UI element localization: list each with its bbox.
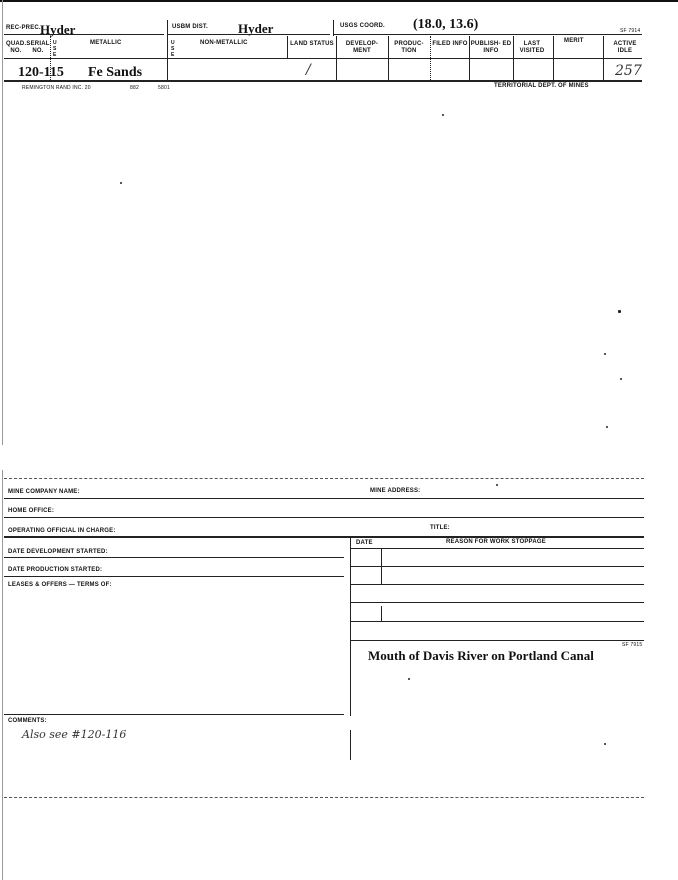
home-office-label: HOME OFFICE:: [8, 508, 55, 514]
form-code-2: SF 7915: [622, 642, 643, 648]
location-text: Mouth of Davis River on Portland Canal: [368, 648, 594, 663]
usgs-coord-label: USGS COORD.: [340, 23, 385, 29]
form-code: SF 7914: [620, 28, 641, 34]
left-line-1: [4, 557, 344, 558]
date-header-line: [350, 548, 644, 549]
rec-prec-value: Hyder: [40, 22, 76, 37]
speck: [408, 678, 410, 680]
printer-mark: REMINGTON RAND INC. 20: [22, 85, 91, 91]
div-active: [603, 36, 604, 80]
quad-serial-value: 120-115: [18, 65, 64, 80]
metallic-value: Fe Sands: [88, 65, 143, 80]
header-line-1: [4, 34, 164, 35]
col-merit: MERIT: [564, 38, 584, 44]
div-merit: [553, 36, 554, 80]
col-last-visited: LAST VISITED: [519, 41, 545, 54]
div-land: [287, 36, 288, 58]
div-filed: [430, 36, 431, 80]
speck: [604, 353, 606, 355]
speck: [606, 426, 608, 428]
land-status-mark: /: [306, 62, 311, 78]
row-line-2: [4, 517, 644, 518]
reason-line-2: [350, 584, 644, 585]
row-line-1: [4, 498, 644, 499]
speck: [120, 182, 122, 184]
lower-bottom-line: [4, 797, 644, 798]
speck: [442, 114, 444, 116]
record-bottom-line: [4, 80, 642, 82]
div-pub: [469, 36, 470, 80]
rec-prec-label: REC-PREC.: [6, 25, 41, 31]
col-land-status: LAND STATUS: [290, 41, 334, 47]
reason-label: REASON FOR WORK STOPPAGE: [446, 539, 546, 545]
middle-divider-2: [350, 730, 351, 760]
top-border: [0, 0, 678, 2]
date-production-label: DATE PRODUCTION STARTED:: [8, 567, 103, 573]
speck: [604, 743, 606, 745]
hdr-div-2: [333, 20, 334, 36]
col-published-info: PUBLISH- ED INFO: [470, 41, 512, 54]
col-filed-info: FILED INFO: [432, 41, 468, 47]
col-production: PRODUC- TION: [394, 41, 424, 54]
hdr-div-1: [167, 20, 168, 36]
col-metallic: METALLIC: [90, 40, 122, 46]
active-idle-mark: 257: [615, 63, 642, 79]
col-serial: SERIAL NO.: [26, 41, 50, 54]
usbm-dist-value: Hyder: [238, 21, 274, 36]
div-dev: [336, 36, 337, 80]
col-non-metallic: NON-METALLIC: [200, 40, 248, 46]
header-line-2: [168, 34, 330, 35]
leases-label: LEASES & OFFERS — TERMS OF:: [8, 582, 112, 588]
col-active-idle: ACTIVE IDLE: [613, 41, 637, 54]
mine-company-name-label: MINE COMPANY NAME:: [8, 489, 80, 495]
col-use-1: U S E: [53, 40, 57, 58]
div-prod: [388, 36, 389, 80]
left-edge-2: [2, 470, 3, 880]
lower-top-line: [4, 478, 644, 479]
mine-address-label: MINE ADDRESS:: [370, 488, 421, 494]
comments-top-line: [4, 714, 344, 715]
date-col-divider-2: [381, 606, 382, 622]
speck: [618, 310, 621, 313]
speck: [620, 378, 622, 380]
print-num-1: 882: [130, 85, 139, 91]
col-quad: QUAD. NO.: [6, 41, 27, 54]
reason-line-4: [350, 621, 644, 622]
usgs-coord-value: (18.0, 13.6): [413, 17, 479, 32]
left-edge: [2, 0, 3, 445]
department-label: TERRITORIAL DEPT. OF MINES: [494, 83, 589, 89]
left-line-2: [4, 576, 344, 577]
header-line-3: [334, 34, 642, 35]
operating-official-label: OPERATING OFFICIAL IN CHARGE:: [8, 528, 116, 534]
col-use-2: U S E: [171, 40, 175, 58]
reason-line-5: [350, 640, 644, 641]
title-label: TITLE:: [430, 525, 450, 531]
date-label: DATE: [356, 540, 373, 546]
speck: [496, 484, 498, 486]
middle-divider: [350, 536, 351, 716]
col-header-bottom: [4, 58, 642, 59]
usbm-dist-label: USBM DIST.: [172, 24, 209, 30]
comments-label: COMMENTS:: [8, 718, 47, 724]
div-last: [513, 36, 514, 80]
date-development-label: DATE DEVELOPMENT STARTED:: [8, 549, 108, 555]
row-line-3: [4, 536, 644, 538]
comments-value: Also see #120-116: [22, 728, 127, 741]
print-num-2: 5801: [158, 85, 170, 91]
reason-line-3: [350, 602, 644, 603]
div-metallic: [167, 36, 168, 80]
reason-line-1: [350, 566, 644, 567]
col-development: DEVELOP- MENT: [345, 41, 379, 54]
